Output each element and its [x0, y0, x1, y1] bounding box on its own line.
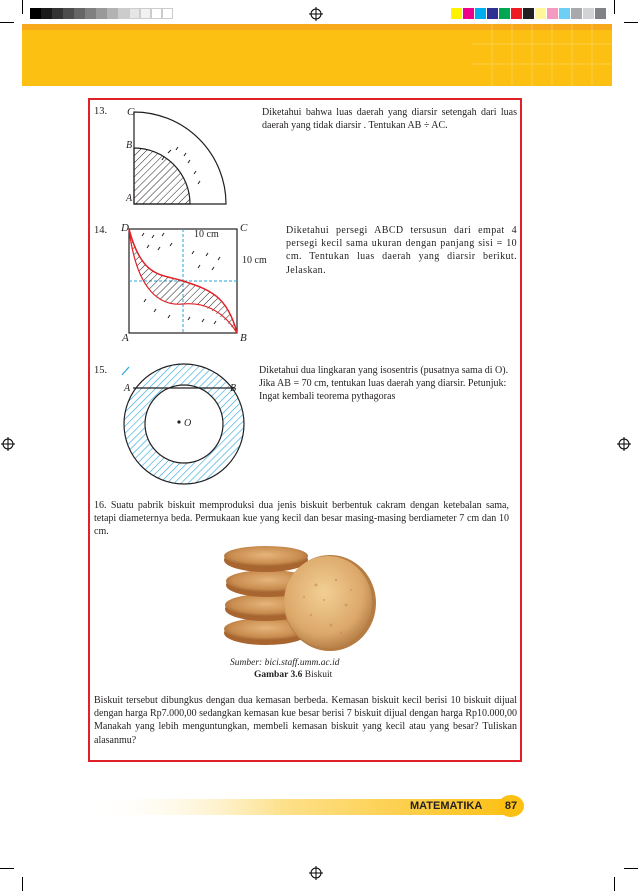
label-o: O: [184, 418, 192, 429]
dimension-right: 10 cm: [242, 255, 267, 266]
question-16-body: Biskuit tersebut dibungkus dengan dua kemasan berbeda. Kemasan biskuit kecil berisi 10 biskuit dijual dengan harga Rp7.000,00 sedangkan kemasan kue besar berisi 7 biskuit dijual dengan harga Rp10.000,00 Manakah yang lebih menguntungkan, membeli kemasan biskuit yang kecil atau yang besar? Tuliskan alasanmu?: [94, 695, 517, 746]
registration-mark-icon: [309, 866, 323, 880]
crop-mark: [22, 0, 23, 14]
crop-mark: [614, 0, 615, 14]
dimension-top: 10 cm: [194, 229, 219, 240]
crop-mark: [624, 22, 638, 23]
question-13-number: 13.: [94, 106, 108, 117]
label-b: B: [230, 383, 237, 394]
footer-subject: MATEMATIKA: [410, 800, 483, 812]
page-number: 87: [498, 795, 524, 817]
crop-mark: [624, 868, 638, 869]
label-d: D: [121, 222, 129, 234]
label-b: B: [240, 332, 247, 344]
label-c: C: [127, 106, 135, 118]
figure-source: Sumber: bici.staff.umm.ac.id: [230, 658, 340, 668]
question-15-text: Diketahui dua lingkaran yang isosentris (pusatnya sama di O). Jika AB = 70 cm, tentukan luas daerah yang diarsir. Petunjuk: Ingat kembali teorema pythagoras: [259, 365, 509, 403]
registration-mark-icon: [617, 437, 631, 451]
crop-mark: [0, 22, 14, 23]
label-b: B: [126, 140, 133, 151]
label-a: A: [122, 332, 129, 344]
question-13-text: Diketahui bahwa luas daerah yang diarsir setengah dari luas daerah yang tidak diarsir . Tentukan AB ÷ AC.: [262, 107, 517, 132]
crop-mark: [0, 868, 14, 869]
label-c: C: [240, 222, 248, 234]
header-band: [22, 24, 612, 86]
figure-caption: [254, 670, 332, 680]
question-16-intro: 16. Suatu pabrik biskuit memproduksi dua jenis biskuit berbentuk cakram dengan ketebalan sama, tetapi diameternya beda. Permukaan kue yang kecil dan besar masing-masing berdiameter 7 cm dan 10 cm.: [94, 500, 509, 538]
crop-mark: [22, 877, 23, 891]
question-14-figure: [122, 224, 248, 336]
figure-caption-title: Biskuit: [302, 670, 333, 680]
crop-mark: [614, 877, 615, 891]
label-a: A: [124, 383, 131, 394]
label-a: A: [126, 193, 133, 204]
question-14-number: 14.: [94, 225, 108, 236]
figure-caption-number: Gambar 3.6: [254, 670, 303, 680]
registration-mark-icon: [1, 437, 15, 451]
question-13-figure: [118, 108, 248, 208]
registration-mark-icon: [309, 7, 323, 21]
biscuit-photo: [216, 545, 376, 655]
question-14-text: Diketahui persegi ABCD tersusun dari empat 4 persegi kecil sama ukuran dengan panjang sisi = 10 cm. Tentukan luas daerah yang diarsir berikut. Jelaskan.: [286, 225, 517, 276]
question-15-number: 15.: [94, 365, 108, 376]
